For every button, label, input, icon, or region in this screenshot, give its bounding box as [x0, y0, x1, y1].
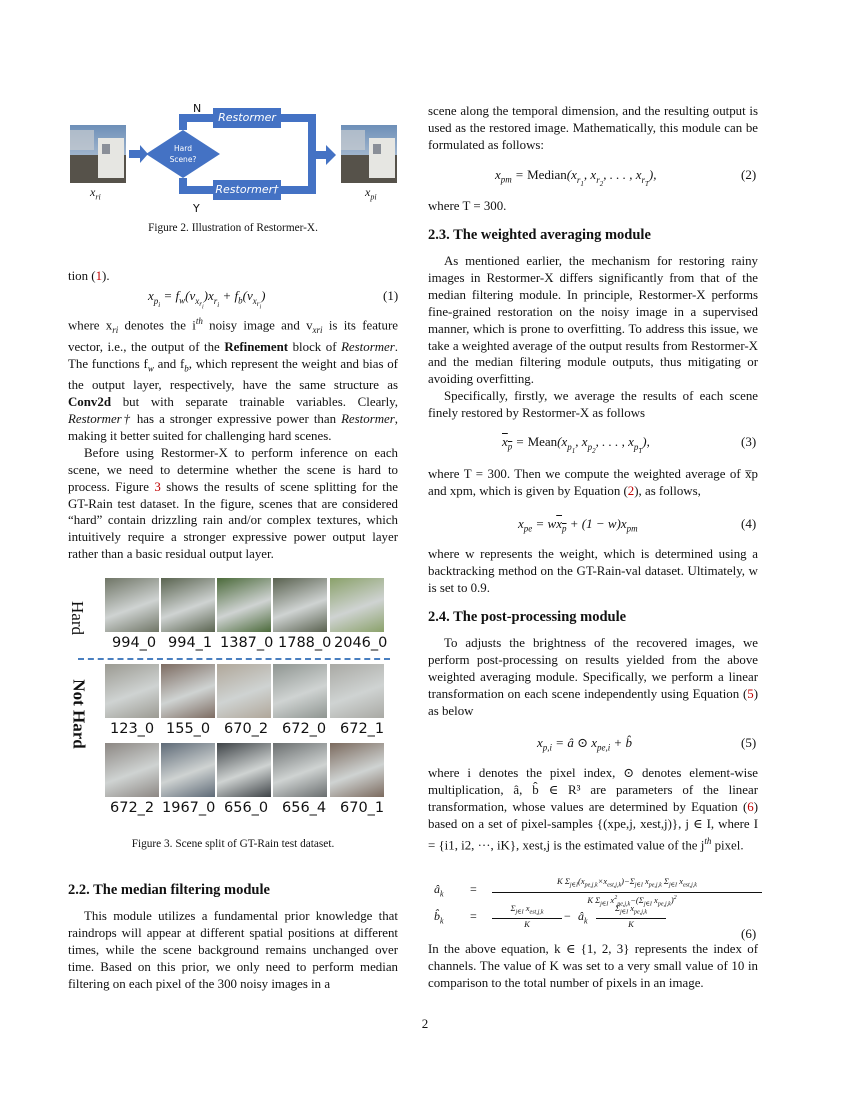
thumb-nothard-8: [273, 743, 327, 797]
equation-5-number: (5): [741, 735, 757, 750]
section-2-4-title: 2.4. The post-processing module: [428, 609, 627, 625]
after-eq3: where T = 300. Then we compute the weighted average of x̅p and xpm, which is given by Equation (2), as follows,: [428, 467, 758, 498]
thumb-nothard-6: [161, 743, 215, 797]
thumb-nothard-2: [217, 664, 271, 718]
hard-id-3: 1788_0: [278, 635, 332, 651]
thumb-hard-3: [273, 578, 327, 632]
equation-1-number: (1): [383, 288, 399, 303]
hard-id-4: 2046_0: [334, 635, 388, 651]
not-hard-label: Not Hard: [69, 679, 89, 749]
ref-eq2[interactable]: 2: [627, 483, 635, 498]
figure-2: [68, 100, 413, 215]
equation-6-number: (6): [741, 926, 757, 941]
equation-6: $â_k$ = K $\Sigma_{j\in I}(x_{pe,j,k}\times x_{est,j,k})-\Sigma_{j\in I}$ $x_{pe,j,k}$ $\Sigma_{j\in I}$ $x_{est,j,k}$ K $\Sigma_{j\in I}$ $x^2_{pe,j,k}-(\Sigma_{j\in I}$ $x_{pe,j,k})^2$ $b̂_k$ = $\Sigma_{j\in I}$ $x_{est,j,k}$ K − $â_k$ $\Sigma_{j\in I}$ $x_{pe,j,k}$ K: [432, 876, 762, 932]
where-t-300: where T = 300.: [428, 199, 507, 213]
ref-eq1[interactable]: 1: [95, 269, 103, 283]
thumb-nothard-4: [330, 664, 384, 718]
equation-1: $x_{p_i} = f_w(v_{x_{r_i}})x_{r_i} + f_b(v_{x_{r_i}})$: [148, 288, 266, 311]
nothard-id-8: 656_4: [282, 800, 327, 816]
right-intro: scene along the temporal dimension, and the resulting output is used as the restored image. Mathematically, this module can be formulated as follows:: [428, 104, 758, 152]
equation-3: $x_p$ = $Mean(x_{p_1}$, $x_{p_2}$, . . . , $x_{p_T}$),: [502, 434, 650, 455]
page-number: 2: [421, 1016, 429, 1031]
hard-id-1: 994_1: [168, 635, 213, 651]
arrow-output: [316, 145, 336, 165]
nothard-id-5: 672_2: [110, 800, 155, 816]
ref-eq5[interactable]: 5: [747, 686, 754, 701]
equation-2-number: (2): [741, 167, 757, 182]
thumb-nothard-9: [330, 743, 384, 797]
equation-4: $x_{pe} = wx_p + (1 - w)x_{pm}$: [518, 516, 638, 534]
nothard-id-4: 672_1: [340, 721, 385, 737]
hard-id-2: 1387_0: [220, 635, 274, 651]
nothard-id-3: 672_0: [282, 721, 327, 737]
thumb-nothard-7: [217, 743, 271, 797]
section-2-2-title: 2.2. The median filtering module: [68, 882, 270, 898]
nothard-id-2: 670_2: [224, 721, 269, 737]
output-image: [341, 125, 397, 183]
hard-label: Hard: [67, 601, 87, 635]
nothard-id-9: 670_1: [340, 800, 385, 816]
left-tion: tion (1).: [68, 269, 110, 283]
nothard-id-6: 1967_0: [162, 800, 216, 816]
section-2-4-text: To adjusts the brightness of the recovered images, we perform post-processing on results yielded from the above weighted averaging module. Specifically, we perform a linear transformation on each scene independently using Equation (5) as below: [428, 636, 758, 718]
nothard-id-1: 155_0: [166, 721, 211, 737]
label-y: Y: [193, 202, 200, 215]
thumb-hard-4: [330, 578, 384, 632]
after-eq5: where i denotes the pixel index, ⊙ denotes element-wise multiplication, â, b̂ ∈ R³ are parameters of the linear transformation, whose values are determined by Equation (6) based on a set of pixel-samples {(xpe,j, xest,j)}, j ∈ I, where I = {i1, i2, ···, iK}, xest,j is the estimated value of the $j^{th}$ pixel.: [428, 766, 758, 852]
thumb-nothard-1: [161, 664, 215, 718]
section-2-2-text: This module utilizes a fundamental prior knowledge that raindrops will appear at different spatial positions at different times, while the scene background remains unchanged over time. Based on this prior, we only need to perform median filtering on each pixel of the 300 noisy images in a: [68, 909, 398, 991]
figure-3: [68, 576, 398, 826]
thumb-nothard-0: [105, 664, 159, 718]
nothard-id-7: 656_0: [224, 800, 269, 816]
section-2-3-text: As mentioned earlier, the mechanism for restoring rainy images in Restormer-X differs significantly from that of the median filtering module. In principle, Restormer-X performs fine-grained restoration on the noisy image in a supervised manner, which is prone to overfitting. To address this issue, we take a weighted average of the output results from Restormer-X and the median filtering module outputs, thus mitigating or avoiding overfitting. Specifically, firstly, we average the results of each scene finely restored by Restormer-X as follows: [428, 254, 758, 421]
equation-2: $x_{pm}$ = $Median(x_{r_1}$, $x_{r_2}$, . . . , $x_{r_T}$),: [495, 167, 657, 188]
equation-5: $x_{p,i}$ = â ⊙ $x_{pe,i}$ + b̂: [537, 735, 633, 753]
split-divider: [78, 658, 390, 660]
section-2-3-title: 2.3. The weighted averaging module: [428, 227, 651, 243]
equation-3-number: (3): [741, 434, 757, 449]
ref-figure3[interactable]: 3: [154, 479, 161, 494]
restormer-dagger-label: Restormer†: [215, 183, 279, 196]
thumb-hard-2: [217, 578, 271, 632]
left-para-1: where $x_{ri}$ denotes the $i^{th}$ noisy image and $v_{xri}$ is its feature vector, i.e., the output of the Refinement block of Restormer. The functions $f_w$ and $f_b$, which represent the weight and bias of the output layer, respectively, have the same structure as Conv2d but with separate trainable variables. Clearly, Restormer† has a stronger expressive power than Restormer, making it better suited for challenging hard scenes. Before using Restormer-X to perform inference on each scene, we need to determine whether the scene is hard to process. Figure 3 shows the results of scene splitting for the GT-Rain test dataset. In the figure, scenes that are considered “hard” contain drizzling rain and/or complex textures, which intuitively require a stronger expressive power output layer rather than a basic residual output layer.: [68, 316, 399, 562]
after-eq4: where w represents the weight, which is determined using a backtracking method on the GT-Rain-val dataset. Ultimately, w is set to 0.9.: [428, 547, 758, 595]
figure-2-caption: Figure 2. Illustration of Restormer-X.: [148, 222, 318, 234]
ref-eq6[interactable]: 6: [747, 799, 754, 814]
thumb-hard-0: [105, 578, 159, 632]
final-paragraph: In the above equation, k ∈ {1, 2, 3} represents the index of channels. The value of K was set to a very small value of 10 in comparison to the total number of pixels in an image.: [428, 942, 758, 990]
figure-3-caption: Figure 3. Scene split of GT-Rain test dataset.: [131, 838, 335, 850]
hard-id-0: 994_0: [112, 635, 157, 651]
nothard-id-0: 123_0: [110, 721, 155, 737]
restormer-label: Restormer: [218, 111, 276, 124]
thumb-nothard-3: [273, 664, 327, 718]
thumb-hard-1: [161, 578, 215, 632]
input-label: $x_{ri}$: [90, 185, 101, 202]
diamond-label: Hard Scene?: [169, 144, 197, 164]
input-image: [70, 125, 126, 183]
label-n: N: [193, 102, 202, 115]
output-label: $x_{pi}$: [365, 185, 377, 202]
equation-4-number: (4): [741, 516, 757, 531]
arrow-input: [129, 145, 148, 163]
thumb-nothard-5: [105, 743, 159, 797]
